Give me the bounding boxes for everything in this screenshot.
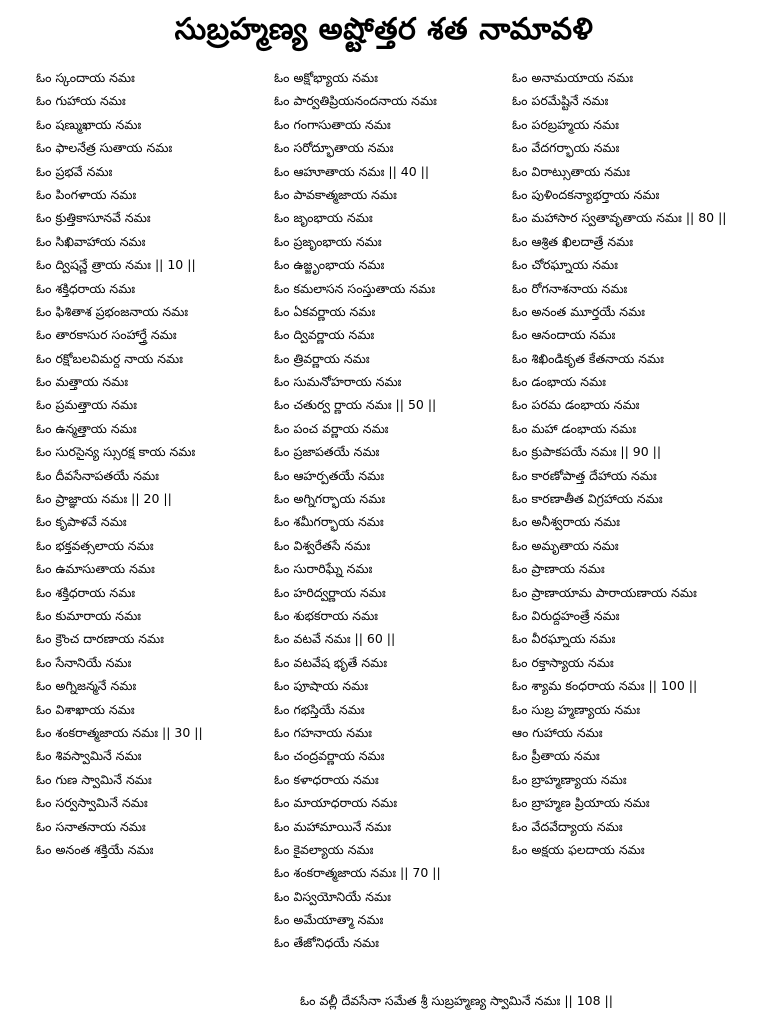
list-item: ఓం ప్రమత్తాయ నమః xyxy=(36,397,137,413)
list-item: ఓం విరాట్సుతాయ నమః xyxy=(512,163,630,179)
name-list-column-2 xyxy=(274,66,506,955)
list-item: ఓం కమలాసన సంస్తుతాయ నమః xyxy=(274,280,436,296)
list-item: ఓం శమీగర్భాయ నమః xyxy=(274,514,384,530)
list-item: ఓం పరమేష్టినే నమః xyxy=(512,93,609,109)
list-item: ఓం పరమ డంభాయ నమః xyxy=(512,397,640,413)
list-item: ఓం జృంభాయ నమః xyxy=(274,210,373,226)
list-item: ఓం మాయాధరాయ నమః xyxy=(274,795,398,811)
closing-mantra: ఓం వల్లీ దేవసేనా సమేత శ్రీ సుబ్రహ్మణ్య స్వామినే నమః || 108 || xyxy=(300,993,613,1008)
list-item: ఓం అమృతాయ నమః xyxy=(512,537,619,553)
list-item: ఓం శంకరాత్మజాయ నమః || 30 || xyxy=(36,724,203,740)
list-item: ఓం ప్రజాపతయే నమః xyxy=(274,444,380,460)
list-item: ఓం సుమనోహరాయ నమః xyxy=(274,374,402,390)
list-item: ఓం అగ్నిగర్భాయ నమః xyxy=(274,491,386,507)
list-item: ఓం మత్తాయ నమః xyxy=(36,374,129,390)
list-item: ఓం ప్రాణాయామ పారాయణాయ నమః xyxy=(512,584,697,600)
list-item: ఓం కళాధరాయ నమః xyxy=(274,771,379,787)
list-item: ఓం ఆహూతాయ నమః || 40 || xyxy=(274,163,430,179)
list-item: ఓం రక్తాస్యాయ నమః xyxy=(512,654,614,670)
list-item: ఓం సిఖివాహాయ నమః xyxy=(36,233,146,249)
list-item: ఓం రక్షోబలవిమర్ద నాయ నమః xyxy=(36,350,183,366)
list-item: ఓం విరుద్దహంత్రే నమః xyxy=(512,607,620,623)
list-item: ఓం గహనాయ నమః xyxy=(274,724,372,740)
list-item: ఓం శంకరాత్మజాయ నమః || 70 || xyxy=(274,865,441,881)
list-item: ఓం అనీశ్వరాయ నమః xyxy=(512,514,620,530)
name-list-column-3 xyxy=(512,66,764,861)
list-item: ఓం ఉజ్జృంభాయ నమః xyxy=(274,257,385,273)
list-item: ఓం చోరఘ్నాయ నమః xyxy=(512,257,618,273)
list-item: ఓం షణ్ముఖాయ నమః xyxy=(36,116,142,132)
list-item: ఓం కృపాళవే నమః xyxy=(36,514,127,530)
list-item: ఓం శక్తిధరాయ నమః xyxy=(36,280,136,296)
name-list-column-1 xyxy=(36,66,268,861)
list-item: ఓం గంగాసుతాయ నమః xyxy=(274,116,391,132)
list-item: ఓం క్రుత్తికాసూనవే నమః xyxy=(36,210,151,226)
list-item: ఓం ప్రీతాయ నమః xyxy=(512,748,600,764)
list-item: ఓం గుహాయ నమః xyxy=(36,93,126,109)
list-item: ఓం ఫాలనేత్ర సుతాయ నమః xyxy=(36,140,173,156)
list-item: ఆం గుహాయ నమః xyxy=(512,724,603,740)
list-item: ఓం సర్వస్వామినే నమః xyxy=(36,795,148,811)
list-item: ఓం శుభకరాయ నమః xyxy=(274,607,379,623)
list-item: ఓం బ్రాహ్మణ్యాయ నమః xyxy=(512,771,627,787)
list-item: ఓం ఉమాసుతాయ నమః xyxy=(36,561,155,577)
list-item: ఓం అమేయాత్మా నమః xyxy=(274,912,384,928)
list-item: ఓం కారణోపాత్త దేహాయ నమః xyxy=(512,467,657,483)
list-item: ఓం గభస్తియే నమః xyxy=(274,701,365,717)
list-item: ఓం తారకాసుర సంహార్త్రే నమః xyxy=(36,327,177,343)
list-item: ఓం పూషాయ నమః xyxy=(274,678,369,694)
list-item: ఓం అక్షోభ్యాయ నమః xyxy=(274,70,378,85)
list-item: ఓం ప్రజృంభాయ నమః xyxy=(274,233,382,249)
list-item: ఓం విశాఖాయ నమః xyxy=(36,701,135,717)
list-item: ఓం ద్వివర్ణాయ నమః xyxy=(274,327,375,343)
list-item: ఓం స్కందాయ నమః xyxy=(36,70,135,85)
list-item: ఓం పార్వతిప్రియనందనాయ నమః xyxy=(274,93,437,109)
list-item: ఓం విశ్వరేతసే నమః xyxy=(274,537,371,553)
list-item: ఓం మహామాయినే నమః xyxy=(274,818,392,834)
list-item: ఓం భక్తవత్సలాయ నమః xyxy=(36,537,154,553)
list-item: ఓం సుబ్ర హ్మణ్యాయ నమః xyxy=(512,701,641,717)
list-item: ఓం ఆహర్పతయే నమః xyxy=(274,467,385,483)
list-item: ఓం కుమారాయ నమః xyxy=(36,607,141,623)
list-item: ఓం శివస్వామినే నమః xyxy=(36,748,142,764)
list-item: ఓం తేజోనిధయే నమః xyxy=(274,935,379,951)
list-item: ఓం పరబ్రహ్మయ నమః xyxy=(512,116,619,132)
list-item: ఓం ప్రాణాయ నమః xyxy=(512,561,605,577)
list-item: ఓం ప్రభవే నమః xyxy=(36,163,113,179)
list-item: ఓం ఉన్మత్తాయ నమః xyxy=(36,420,137,436)
list-item: ఓం సేనానియే నమః xyxy=(36,654,132,670)
list-item: ఓం అనంత మూర్తయే నమః xyxy=(512,303,645,319)
list-item: ఓం సురారిఘ్నే నమః xyxy=(274,561,373,577)
page-title: సుబ్రహ్మణ్య అష్టోత్తర శత నామావళి xyxy=(174,12,594,47)
list-item: ఓం వటవేష భృతే నమః xyxy=(274,654,388,670)
list-item: ఓం అనంత శక్తియే నమః xyxy=(36,841,154,857)
list-item: ఓం సరోద్భూతాయ నమః xyxy=(274,140,394,156)
list-item: ఓం దీవసేనాపతయే నమః xyxy=(36,467,159,483)
list-item: ఓం వేదగర్భాయ నమః xyxy=(512,140,620,156)
list-item: ఓం మహాసార స్వతావృతాయ నమః || 80 || xyxy=(512,210,727,226)
list-item: ఓం అక్షయ ఫలదాయ నమః xyxy=(512,841,645,857)
list-item: ఓం చతుర్వ ర్ణాయ నమః || 50 || xyxy=(274,397,437,413)
list-item: ఓం విస్వయోనియే నమః xyxy=(274,888,391,904)
list-item: ఓం పంచ వర్ణాయ నమః xyxy=(274,420,389,436)
list-item: ఓం ద్విషన్ణే త్రాయ నమః || 10 || xyxy=(36,257,196,273)
list-item: ఓం బ్రాహ్మణ ప్రియాయ నమః xyxy=(512,795,650,811)
list-item: ఓం ఫిశితాశ ప్రభంజనాయ నమః xyxy=(36,303,189,319)
list-item: ఓం సురసైన్య స్సురక్ష కాయ నమః xyxy=(36,444,196,460)
list-item: ఓం చంద్రవర్ణాయ నమః xyxy=(274,748,385,764)
list-item: ఓం త్రివర్ణాయ నమః xyxy=(274,350,370,366)
list-item: ఓం క్రౌంచ దారణాయ నమః xyxy=(36,631,164,647)
list-item: ఓం హరిద్వర్ణాయ నమః xyxy=(274,584,386,600)
list-item: ఓం రోగనాశనాయ నమః xyxy=(512,280,628,296)
list-item: ఓం ఆనందాయ నమః xyxy=(512,327,616,343)
list-item: ఓం పావకాత్మజాయ నమః xyxy=(274,186,397,202)
list-item: ఓం మహా డంభాయ నమః xyxy=(512,420,637,436)
list-item: ఓం కారణాతీత విగ్రహాయ నమః xyxy=(512,491,663,507)
list-item: ఓం డంభాయ నమః xyxy=(512,374,606,390)
list-item: ఓం శ్యామ కంధరాయ నమః || 100 || xyxy=(512,678,698,694)
list-item: ఓం వీరఘ్నాయ నమః xyxy=(512,631,616,647)
list-item: ఓం గుణ స్వామినే నమః xyxy=(36,771,152,787)
list-item: ఓం క్రుపాకపయే నమః || 90 || xyxy=(512,444,662,460)
list-item: ఓం అనామయాయ నమః xyxy=(512,70,634,85)
list-item: ఓం ప్రాజ్ఞాయ నమః || 20 || xyxy=(36,491,172,507)
list-item: ఓం శక్తిధరాయ నమః xyxy=(36,584,136,600)
list-item: ఓం కైవల్యాయ నమః xyxy=(274,841,374,857)
list-item: ఓం ఆశ్రిత ఖిలదాత్రే నమః xyxy=(512,233,634,249)
list-item: ఓం పింగళాయ నమః xyxy=(36,186,137,202)
list-item: ఓం శిఖిండికృత కేతనాయ నమః xyxy=(512,350,664,366)
list-item: ఓం వేదవేద్యాయ నమః xyxy=(512,818,623,834)
list-item: ఓం పుళిందకన్యాభర్తాయ నమః xyxy=(512,186,660,202)
list-item: ఓం అగ్నిజన్మనే నమః xyxy=(36,678,137,694)
list-item: ఓం ఏకవర్ణాయ నమః xyxy=(274,303,376,319)
list-item: ఓం వటవే నమః || 60 || xyxy=(274,631,396,647)
list-item: ఓం సనాతనాయ నమః xyxy=(36,818,146,834)
